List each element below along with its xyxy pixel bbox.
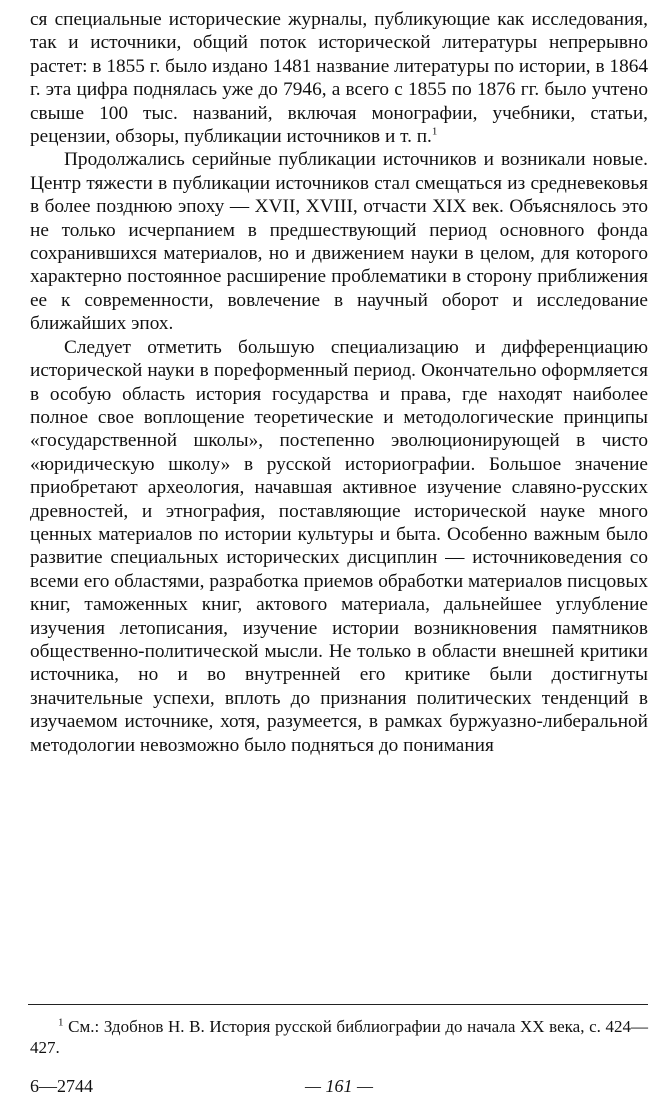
page-footer — [30, 1076, 648, 1100]
paragraph-1 — [30, 8, 648, 148]
page-number: — 161 — — [304, 1076, 373, 1096]
paragraph-2 — [30, 148, 648, 335]
paragraph-3-text: Следует отметить большую специализацию и дифференциацию исторической науки в пореформенный период. Окончательно оформляется в особую область история государства и права, где находят наиболее полное свое воплощение теоретические и методологические принципы «государственной школы», постепенно эволюционирующей в чисто «юридическую школу» в русской историографии. Большое значение приобретают археология, начавшая активное изучение славяно-русских древностей, и этнография, поставляющие исторической науке много ценных материалов по истории культуры и быта. Особенно важным было развитие специальных исторических дисциплин — источниковедения со всеми его областями, разработка приемов обработки материалов писцовых книг, таможенных книг, актового материала, дальнейшее углубление изучения летописания, изучение истории возникновения памятников общественно-политической мысли. Не только в области внешней критики источника, но и во внутренней его критике были достигнуты значительные успехи, вплоть до признания политических тенденций в изучаемом источнике, хотя, разумеется, в рамках буржуазно-либеральной методологии невозможно было подняться до понимания — [30, 336, 648, 756]
paragraph-1-text: ся специальные исторические журналы, публикующие как исследования, так и источники, общий поток исторической литературы непрерывно растет: в 1855 г. было издано 1481 название литературы по истории, в 1864 г. эта цифра поднялась уже до 7946, а всего с 1855 по 1876 гг. было учтено свыше 100 тыс. названий, включая монографии, учебники, статьи, рецензии, обзоры, публикации источников и т. п. — [30, 9, 648, 148]
printer-signature: 6—2744 — [30, 1076, 93, 1096]
footnote — [30, 1016, 648, 1058]
paragraph-3 — [30, 336, 648, 757]
main-text — [30, 8, 648, 757]
footnote-reference: 1 — [431, 125, 438, 138]
footnote-text: См.: Здобнов Н. В. История русской библиографии до начала XX века, с. 424—427. — [30, 1017, 649, 1057]
paragraph-2-text: Продолжались серийные публикации источников и возникали новые. Центр тяжести в публикации источников стал смещаться из средневековья в более позднюю эпоху — XVII, XVIII, отчасти XIX век. Объяснялось это не только исчерпанием в предшествующий период основного фонда сохранившихся материалов, но и движением науки в целом, для которого характерно постоянное расширение проблематики в сторону приближения ее к современности, вовлечение в научный оборот и исследование ближайших эпох. — [30, 149, 648, 335]
footnote-divider — [28, 1004, 648, 1005]
footnote-mark: 1 — [58, 1016, 64, 1029]
